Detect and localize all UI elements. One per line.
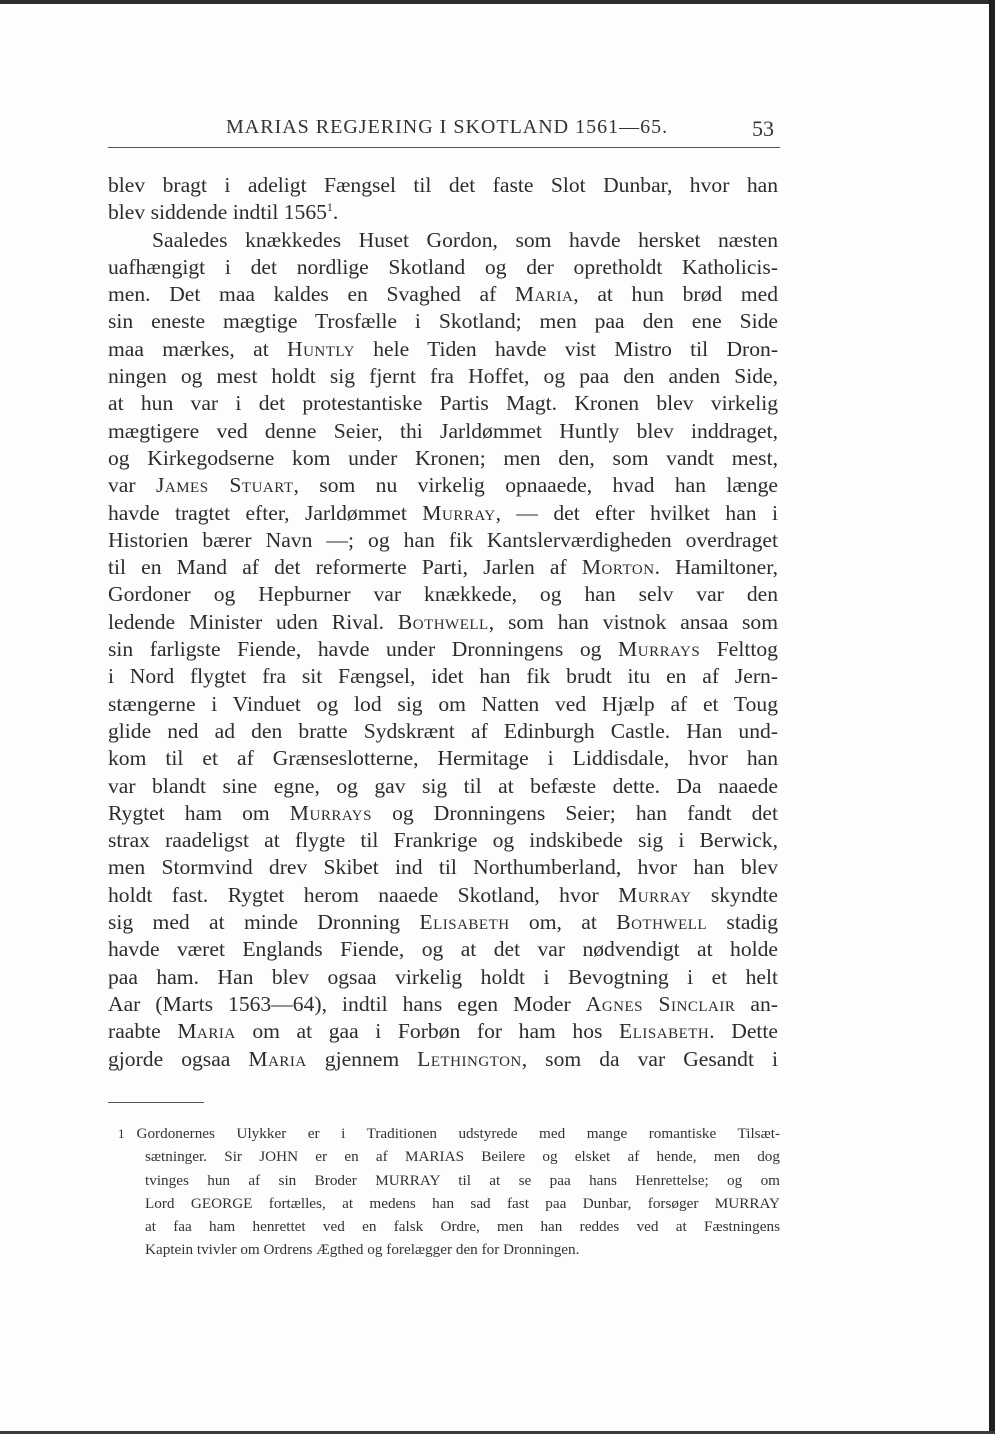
text-line: holdt fast. Rygtet herom naaede Skotland, hvor Murray skyndte xyxy=(108,882,778,907)
text-line: Historien bærer Navn —; og han fik Kantslerværdigheden overdraget xyxy=(108,527,778,552)
text-line: raabte Maria om at gaa i Forbøn for ham hos Elisabeth. Dette xyxy=(108,1019,778,1044)
text-line: stængerne i Vinduet og lod sig om Natten ved Hjælp af et Toug xyxy=(108,691,778,716)
text-line: havde tragtet efter, Jarldømmet Murray, — det efter hvilket han i xyxy=(108,500,778,525)
person-name: Huntly xyxy=(287,336,355,361)
text-line: var blandt sine egne, og gav sig til at befæste dette. Da naaede xyxy=(108,773,778,798)
text-line: og Kirkegodserne kom under Kronen; men den, som vandt mest, xyxy=(108,445,778,470)
page-number: 53 xyxy=(752,116,774,141)
text-line: uafhængigt i det nordlige Skotland og der opretholdt Katholicis- xyxy=(108,254,778,279)
text-line: Saaledes knækkedes Huset Gordon, som havde hersket næsten xyxy=(152,227,778,252)
person-name: Lethington xyxy=(417,1046,522,1071)
running-head xyxy=(108,112,780,146)
person-name: Agnes Sinclair xyxy=(585,991,736,1016)
text-line: Aar (Marts 1563—64), indtil hans egen Moder Agnes Sinclair an- xyxy=(108,991,778,1016)
text-line: paa ham. Han blev ogsaa virkelig holdt i Bevogtning i et helt xyxy=(108,964,778,989)
person-name: Murrays xyxy=(289,800,372,825)
text-line: kom til et af Grænseslotterne, Hermitage i Liddisdale, hvor han xyxy=(108,746,778,771)
body-text xyxy=(108,172,778,1073)
footnote-mark: 1 xyxy=(118,1126,125,1141)
text-line: men. Det maa kaldes en Svaghed af Maria, at hun brød med xyxy=(108,282,778,307)
footnote-line: Lord GEORGE fortælles, at medens han sad fast paa Dunbar, forsøger MURRAY xyxy=(145,1194,780,1212)
text-line: havde været Englands Fiende, og at det var nødvendigt at holde xyxy=(108,937,778,962)
text-line: Rygtet ham om Murrays og Dronningens Seier; han fandt det xyxy=(108,800,778,825)
text-line: gjorde ogsaa Maria gjennem Lethington, som da var Gesandt i xyxy=(108,1046,778,1071)
footnote-reference: 1 xyxy=(326,200,333,215)
person-name: James Stuart xyxy=(155,473,294,498)
text-line: til en Mand af det reformerte Parti, Jarlen af Morton. Hamiltoner, xyxy=(108,555,778,580)
person-name: Maria xyxy=(514,282,574,307)
text-line: ningen og mest holdt sig fjernt fra Hoffet, og paa den anden Side, xyxy=(108,364,778,389)
footnotes xyxy=(118,1122,780,1262)
footnote-line: Kaptein tvivler om Ordrens Ægthed og forelægger den for Dronningen. xyxy=(145,1241,580,1259)
text-line: var James Stuart, som nu virkelig opnaaede, hvad han længe xyxy=(108,473,778,498)
text-line: sig med at minde Dronning Elisabeth om, at Bothwell stadig xyxy=(108,910,778,935)
footnote-line: tvinges hun af sin Broder MURRAY til at se paa hans Henrettelse; og om xyxy=(145,1171,780,1189)
person-name: Murray xyxy=(422,500,496,525)
text-line: blev siddende indtil 1565$^1$. xyxy=(108,200,339,225)
person-name: Elisabeth xyxy=(419,910,510,935)
text-line: men Stormvind drev Skibet ind til Northumberland, hvor han blev xyxy=(108,855,778,880)
person-name: Morton xyxy=(581,555,655,580)
scan-edge-top xyxy=(0,0,995,4)
person-name: Maria xyxy=(177,1019,236,1044)
text-line: mægtigere ved denne Seier, thi Jarldømmet Huntly blev inddraget, xyxy=(108,418,778,443)
text-line: sin farligste Fiende, havde under Dronningens og Murrays Felttog xyxy=(108,637,778,662)
running-title: MARIAS REGJERING I SKOTLAND 1561—65. xyxy=(226,116,669,138)
person-name: Murrays xyxy=(618,637,701,662)
text-line: i Nord flygtet fra sit Fængsel, idet han fik brudt itu en af Jern- xyxy=(108,664,778,689)
footnote-line: sætninger. Sir JOHN er en af MARIAS Beilere og elsket af hende, men dog xyxy=(145,1148,780,1166)
text-line: at hun var i det protestantiske Partis Magt. Kronen blev virkelig xyxy=(108,391,778,416)
text-line: blev bragt i adeligt Fængsel til det faste Slot Dunbar, hvor han xyxy=(108,173,778,197)
person-name: Murray xyxy=(618,882,692,907)
footnote-rule xyxy=(108,1102,204,1103)
person-name: Elisabeth xyxy=(619,1019,710,1044)
header-rule xyxy=(108,147,780,148)
scan-edge-right xyxy=(989,0,995,1434)
footnote-line: 1 Gordonernes Ulykker er i Traditionen udstyrede med mange romantiske Tilsæt- xyxy=(118,1125,780,1142)
text-line: ledende Minister uden Rival. Bothwell, som han vistnok ansaa som xyxy=(108,609,778,634)
person-name: Bothwell xyxy=(397,609,489,634)
footnote-line: at faa ham henrettet ved en falsk Ordre, men han reddes ved at Fæstningens xyxy=(145,1218,780,1236)
text-line: glide ned ad den bratte Sydskrænt af Edinburgh Castle. Han und- xyxy=(108,718,778,743)
person-name: Bothwell xyxy=(616,910,708,935)
text-line: strax raadeligst at flygte til Frankrige og indskibede sig i Berwick, xyxy=(108,828,778,853)
text-line: sin eneste mægtige Trosfælle i Skotland; men paa den ene Side xyxy=(108,309,778,334)
text-line: maa mærkes, at Huntly hele Tiden havde vist Mistro til Dron- xyxy=(108,336,778,361)
person-name: Maria xyxy=(248,1046,307,1071)
text-line: Gordoner og Hepburner var knækkede, og han selv var den xyxy=(108,582,778,607)
